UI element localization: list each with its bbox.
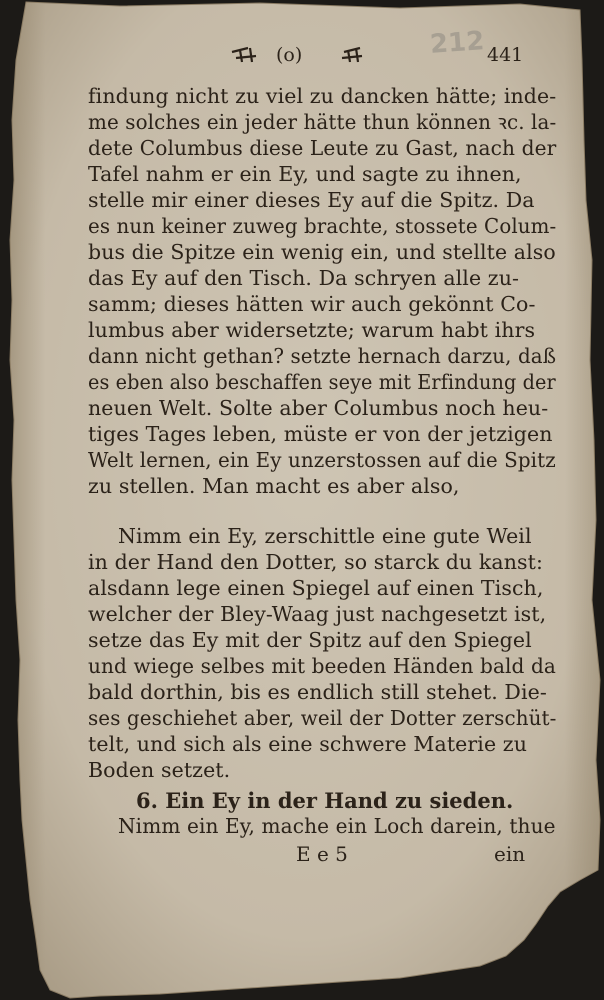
text-line: alsdann lege einen Spiegel auf einen Tisch,	[88, 576, 544, 600]
text-line: Welt lernen, ein Ey unzerstossen auf die Spitz	[88, 448, 556, 472]
text-line: bus die Spitze ein wenig ein, und stellte also	[88, 240, 556, 264]
signature-mark: E e 5	[296, 842, 348, 866]
text-line: dann nicht gethan? setzte hernach darzu, daß	[88, 344, 557, 368]
text-line: neuen Welt. Solte aber Columbus noch heu-	[88, 396, 549, 420]
text-line: Nimm ein Ey, mache ein Loch darein, thue	[118, 814, 556, 838]
text-line: welcher der Bley-Waag just nachgesetzt ist,	[88, 602, 547, 626]
text-line: es eben also beschaffen seye mit Erfindung der	[88, 370, 556, 394]
text-line: und wiege selbes mit beeden Händen bald da	[88, 654, 556, 678]
text-line: in der Hand den Dotter, so starck du kanst:	[88, 550, 543, 574]
text-line: Tafel nahm er ein Ey, und sagte zu ihnen,	[88, 162, 522, 186]
text-line: Boden setzet.	[88, 758, 231, 782]
text-line: findung nicht zu viel zu dancken hätte; inde-	[88, 84, 557, 108]
text-line: me solches ein jeder hätte thun können ꝛc. la-	[88, 110, 557, 134]
text-line: samm; dieses hätten wir auch gekönnt Co-	[88, 292, 536, 316]
text-line: Nimm ein Ey, zerschittle eine gute Weil	[118, 524, 532, 548]
text-line: lumbus aber widersetzte; warum habt ihrs	[88, 318, 536, 342]
text-line: das Ey auf den Tisch. Da schryen alle zu-	[88, 266, 520, 290]
page-number: 441	[487, 44, 524, 66]
text-line: stelle mir einer dieses Ey auf die Spitz. Da	[88, 188, 535, 212]
text-line: ses geschiehet aber, weil der Dotter zerschüt-	[88, 706, 557, 730]
text-line: telt, und sich als eine schwere Materie zu	[88, 732, 527, 756]
text-line: dete Columbus diese Leute zu Gast, nach der	[88, 136, 557, 160]
catchword: ein	[494, 842, 526, 866]
text-line: setze das Ey mit der Spitz auf den Spiegel	[88, 628, 532, 652]
text-line: tiges Tages leben, müste er von der jetzigen	[88, 422, 553, 446]
text-line: zu stellen. Man macht es aber also,	[88, 474, 460, 498]
text-line: es nun keiner zuweg brachte, stossete Colum-	[88, 214, 557, 238]
text-line: bald dorthin, bis es endlich still stehet. Die-	[88, 680, 547, 704]
section-heading: 6. Ein Ey in der Hand zu sieden.	[136, 788, 514, 813]
pencil-annotation: 212	[429, 26, 486, 60]
header-ornament: (o)	[276, 44, 303, 66]
